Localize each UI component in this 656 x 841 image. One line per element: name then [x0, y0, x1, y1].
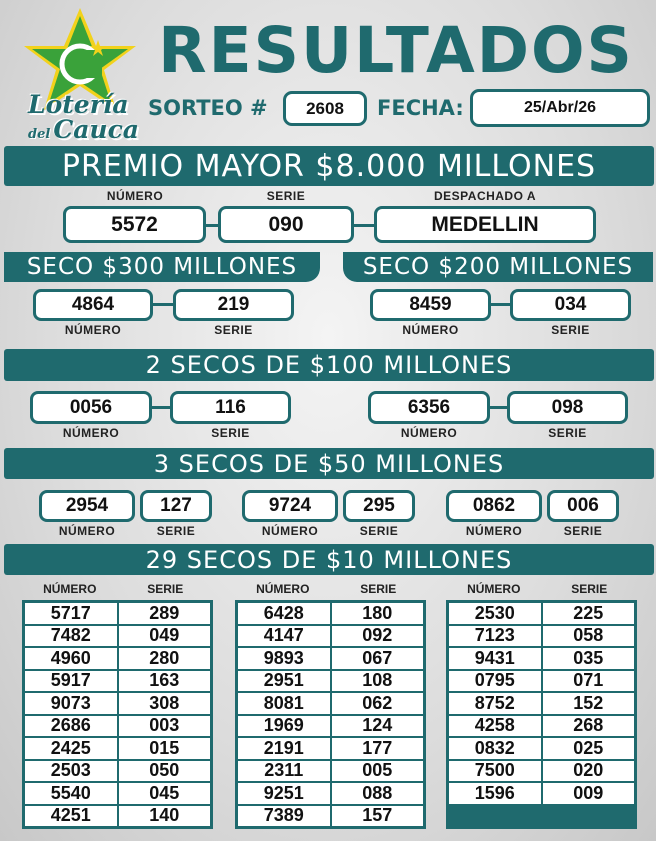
premio-despachado-value: MEDELLIN	[374, 206, 596, 243]
numero-cell: 2951	[237, 670, 331, 693]
serie-cell: 009	[542, 782, 636, 805]
serie-cell: 050	[118, 760, 212, 783]
seco-50-1-numero-label: NÚMERO	[58, 524, 116, 538]
serie-cell: 045	[118, 782, 212, 805]
table-row	[448, 782, 635, 805]
premio-serie-value: 090	[218, 206, 354, 243]
table-row	[24, 805, 211, 828]
serie-cell: 049	[118, 625, 212, 648]
seco-50-2-numero-label: NÚMERO	[261, 524, 319, 538]
table-row	[24, 692, 211, 715]
seco-50-2-serie: 295	[343, 490, 415, 522]
seco-50-1-numero: 2954	[39, 490, 135, 522]
brand-line1: Lotería	[28, 90, 129, 119]
numero-cell: 9893	[237, 647, 331, 670]
table-row	[448, 602, 635, 625]
loteria-del-cauca-logo	[22, 6, 142, 144]
numero-cell: 4258	[448, 715, 542, 738]
numero-cell: 9431	[448, 647, 542, 670]
numero-cell: 7123	[448, 625, 542, 648]
premio-despachado-label: DESPACHADO A	[433, 189, 536, 203]
table-row-empty	[448, 805, 635, 828]
numero-cell: 2503	[24, 760, 118, 783]
numero-cell: 5917	[24, 670, 118, 693]
serie-cell: 088	[331, 782, 425, 805]
seco-50-2-numero: 9724	[242, 490, 338, 522]
column-header-serie: SERIE	[360, 582, 397, 596]
serie-cell: 268	[542, 715, 636, 738]
serie-cell: 025	[542, 737, 636, 760]
numero-cell: 6428	[237, 602, 331, 625]
column-header-serie: SERIE	[147, 582, 184, 596]
numero-cell: 8752	[448, 692, 542, 715]
serie-cell: 015	[118, 737, 212, 760]
numero-cell: 5717	[24, 602, 118, 625]
numero-cell: 1969	[237, 715, 331, 738]
table-row	[237, 737, 424, 760]
seco-100-1-serie: 116	[170, 391, 291, 424]
sorteo-value: 2608	[283, 91, 367, 126]
table-row	[24, 647, 211, 670]
table-row	[24, 760, 211, 783]
table-row	[237, 602, 424, 625]
table-row	[237, 647, 424, 670]
numero-cell: 4251	[24, 805, 118, 828]
table-row	[448, 670, 635, 693]
seco-100-1-numero: 0056	[30, 391, 152, 424]
serie-cell: 308	[118, 692, 212, 715]
brand-line3: Cauca	[53, 115, 140, 144]
premio-numero-value: 5572	[63, 206, 206, 243]
serie-cell	[542, 805, 636, 828]
seco-200-numero-label: NÚMERO	[402, 323, 459, 337]
numero-cell: 0832	[448, 737, 542, 760]
seco-300-serie: 219	[173, 289, 294, 321]
serie-cell: 140	[118, 805, 212, 828]
secos-10-table-3	[446, 582, 637, 829]
serie-cell: 067	[331, 647, 425, 670]
sorteo-label: SORTEO #	[148, 96, 268, 120]
numero-cell: 7389	[237, 805, 331, 828]
serie-cell: 289	[118, 602, 212, 625]
seco-50-1-serie-label: SERIE	[156, 524, 196, 538]
brand-line2: del	[28, 127, 51, 142]
seco-100-2-numero-label: NÚMERO	[400, 426, 458, 440]
seco-300-numero: 4864	[33, 289, 153, 321]
table-row	[448, 715, 635, 738]
table-row	[237, 805, 424, 828]
numero-cell: 7500	[448, 760, 542, 783]
serie-cell: 071	[542, 670, 636, 693]
seco-50-3-numero-label: NÚMERO	[465, 524, 523, 538]
table-row	[448, 625, 635, 648]
table-row	[237, 625, 424, 648]
table-row	[237, 760, 424, 783]
premio-numero-label: NÚMERO	[106, 189, 164, 203]
serie-cell: 005	[331, 760, 425, 783]
table-row	[448, 692, 635, 715]
seco-200-title: SECO $200 MILLONES	[343, 252, 653, 282]
column-header-serie: SERIE	[571, 582, 608, 596]
seco-300-serie-label: SERIE	[214, 323, 253, 337]
fecha-value: 25/Abr/26	[470, 89, 650, 127]
secos-100-title: 2 SECOS DE $100 MILLONES	[4, 349, 654, 381]
seco-100-2-numero: 6356	[368, 391, 490, 424]
secos-50-title: 3 SECOS DE $50 MILLONES	[4, 448, 654, 479]
serie-cell: 163	[118, 670, 212, 693]
table-row	[448, 647, 635, 670]
column-header-numero: NÚMERO	[467, 582, 521, 596]
numero-cell: 2311	[237, 760, 331, 783]
numero-cell: 2191	[237, 737, 331, 760]
table-row	[24, 602, 211, 625]
table-row	[24, 625, 211, 648]
column-header-numero: NÚMERO	[256, 582, 310, 596]
serie-cell: 124	[331, 715, 425, 738]
table-row	[24, 670, 211, 693]
seco-300-title: SECO $300 MILLONES	[4, 252, 320, 282]
premio-serie-label: SERIE	[266, 189, 306, 203]
numero-cell	[448, 805, 542, 828]
table-row	[24, 715, 211, 738]
seco-50-3-numero: 0862	[446, 490, 542, 522]
table-row	[24, 737, 211, 760]
numero-cell: 9073	[24, 692, 118, 715]
table-row	[237, 782, 424, 805]
numero-cell: 2425	[24, 737, 118, 760]
serie-cell: 225	[542, 602, 636, 625]
seco-50-3-serie: 006	[547, 490, 619, 522]
serie-cell: 108	[331, 670, 425, 693]
numero-cell: 2686	[24, 715, 118, 738]
numero-cell: 4147	[237, 625, 331, 648]
table-row	[237, 670, 424, 693]
numero-cell: 9251	[237, 782, 331, 805]
serie-cell: 152	[542, 692, 636, 715]
serie-cell: 062	[331, 692, 425, 715]
table-row	[237, 692, 424, 715]
seco-100-2-serie-label: SERIE	[548, 426, 587, 440]
serie-cell: 092	[331, 625, 425, 648]
secos-10-table-1	[22, 582, 213, 829]
serie-cell: 003	[118, 715, 212, 738]
table-row	[237, 715, 424, 738]
seco-100-1-numero-label: NÚMERO	[62, 426, 120, 440]
seco-50-3-serie-label: SERIE	[563, 524, 603, 538]
premio-mayor-title: PREMIO MAYOR $8.000 MILLONES	[4, 146, 654, 186]
seco-50-2-serie-label: SERIE	[359, 524, 399, 538]
seco-200-numero: 8459	[370, 289, 491, 321]
table-row	[24, 782, 211, 805]
serie-cell: 020	[542, 760, 636, 783]
serie-cell: 035	[542, 647, 636, 670]
numero-cell: 7482	[24, 625, 118, 648]
table-row	[448, 760, 635, 783]
serie-cell: 157	[331, 805, 425, 828]
seco-100-2-serie: 098	[507, 391, 628, 424]
numero-cell: 2530	[448, 602, 542, 625]
fecha-label: FECHA:	[377, 96, 464, 120]
numero-cell: 1596	[448, 782, 542, 805]
serie-cell: 058	[542, 625, 636, 648]
secos-10-table-2	[235, 582, 426, 829]
numero-cell: 5540	[24, 782, 118, 805]
seco-50-1-serie: 127	[140, 490, 212, 522]
secos-10-title: 29 SECOS DE $10 MILLONES	[4, 544, 654, 575]
serie-cell: 280	[118, 647, 212, 670]
serie-cell: 180	[331, 602, 425, 625]
page-title: RESULTADOS	[158, 14, 634, 87]
numero-cell: 4960	[24, 647, 118, 670]
serie-cell: 177	[331, 737, 425, 760]
column-header-numero: NÚMERO	[43, 582, 97, 596]
seco-100-1-serie-label: SERIE	[211, 426, 250, 440]
numero-cell: 8081	[237, 692, 331, 715]
table-row	[448, 737, 635, 760]
seco-200-serie: 034	[510, 289, 631, 321]
seco-300-numero-label: NÚMERO	[64, 323, 122, 337]
seco-200-serie-label: SERIE	[551, 323, 590, 337]
numero-cell: 0795	[448, 670, 542, 693]
